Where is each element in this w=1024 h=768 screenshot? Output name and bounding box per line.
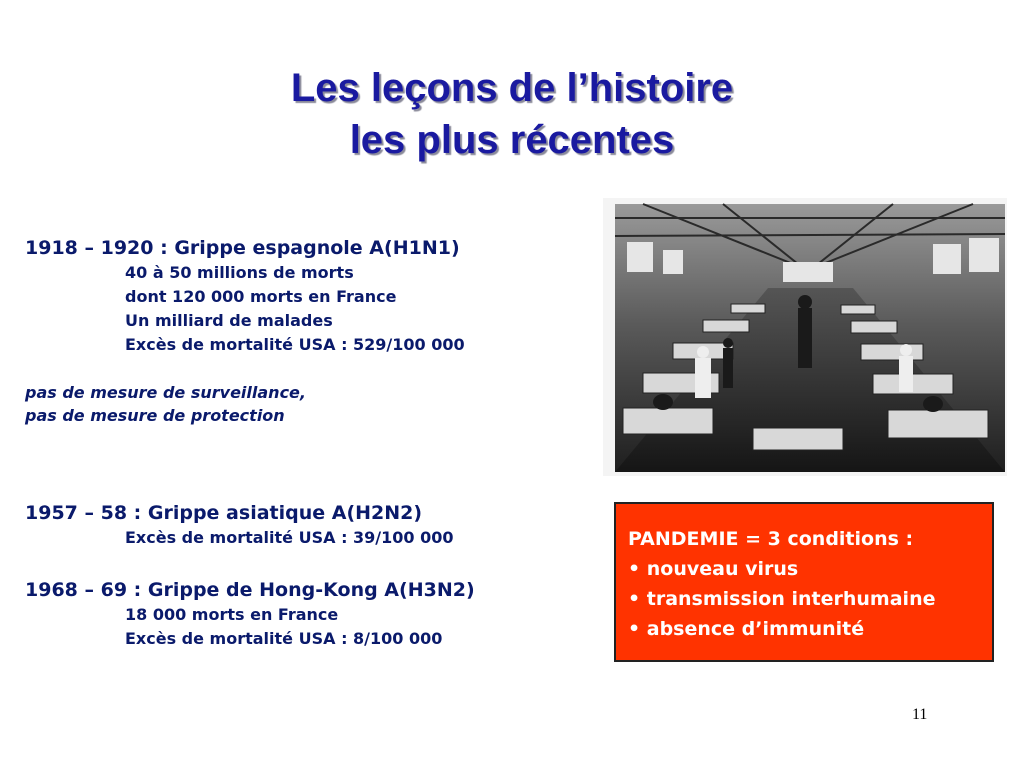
pandemic-1918	[25, 235, 465, 427]
pandemic-detail: 40 à 50 millions de morts	[125, 263, 354, 282]
pandemic-conditions-box	[614, 502, 994, 662]
pandemic-detail: Un milliard de malades	[125, 311, 333, 330]
pandemic-detail: Excès de mortalité USA : 8/100 000	[125, 629, 443, 648]
conditions-title: PANDEMIE = 3 conditions :	[628, 528, 914, 550]
pandemic-detail: dont 120 000 morts en France	[125, 287, 397, 306]
page-number: 11	[912, 706, 928, 723]
pandemic-note: pas de mesure de protection	[25, 406, 285, 425]
pandemic-1968	[25, 577, 475, 651]
pandemic-note: pas de mesure de surveillance,	[25, 383, 306, 402]
condition-item: • nouveau virus	[628, 558, 799, 580]
pandemic-heading: 1957 – 58 : Grippe asiatique A(H2N2)	[25, 502, 423, 524]
pandemic-heading: 1968 – 69 : Grippe de Hong-Kong A(H3N2)	[25, 579, 475, 601]
pandemic-1957	[25, 500, 454, 550]
historical-ward-photo	[603, 198, 1007, 476]
ward-photo-illustration	[603, 198, 1007, 476]
condition-item: • transmission interhumaine	[628, 588, 936, 610]
slide-title	[0, 62, 1024, 166]
pandemic-detail: 18 000 morts en France	[125, 605, 339, 624]
pandemic-detail: Excès de mortalité USA : 529/100 000	[125, 335, 465, 354]
condition-item: • absence d’immunité	[628, 618, 865, 640]
title-line-1: Les leçons de l’histoire	[290, 66, 734, 110]
pandemic-heading: 1918 – 1920 : Grippe espagnole A(H1N1)	[25, 237, 460, 259]
pandemic-detail: Excès de mortalité USA : 39/100 000	[125, 528, 454, 547]
title-line-2: les plus récentes	[349, 118, 675, 162]
